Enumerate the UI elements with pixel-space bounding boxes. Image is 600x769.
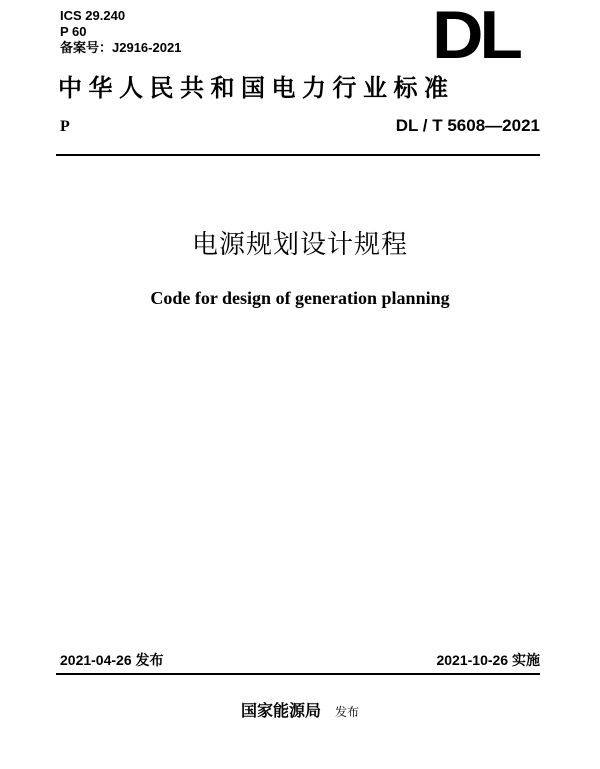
document-title-english: Code for design of generation planning: [150, 288, 450, 308]
issue-date: 2021-04-26 发布: [60, 652, 164, 668]
bottom-divider: [56, 673, 540, 675]
top-divider: [56, 154, 540, 156]
dl-logo: DL: [432, 0, 519, 73]
implementation-date: 2021-10-26 实施: [436, 652, 540, 668]
standard-category: P: [60, 118, 70, 135]
standard-number: DL / T 5608—2021: [395, 116, 540, 135]
publisher-name: 国家能源局: [240, 701, 321, 720]
filing-number: 备案号：J2916-2021: [60, 40, 182, 55]
publisher-block: [0, 700, 600, 723]
publish-label: 发布: [335, 705, 360, 719]
standard-type-title: 中华人民共和国电力行业标准: [58, 73, 455, 102]
ics-code: ICS 29.240: [60, 8, 126, 23]
ccs-code: P 60: [60, 24, 87, 39]
document-title-chinese: 电源规划设计规程: [191, 230, 408, 260]
